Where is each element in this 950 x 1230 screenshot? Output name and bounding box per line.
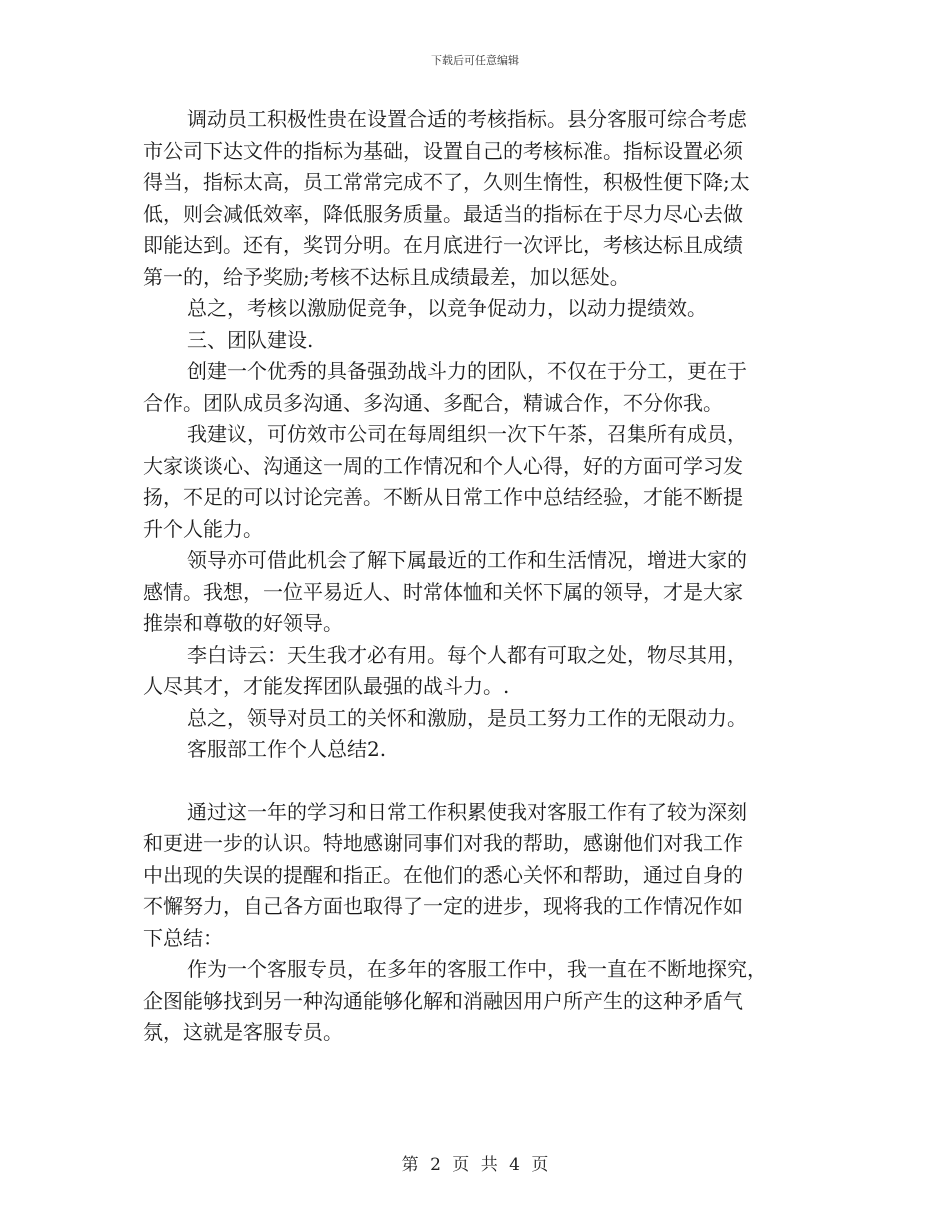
paragraph [143, 104, 823, 293]
text-line: 推崇和尊敬的好领导。 [143, 611, 343, 635]
paragraph [143, 356, 823, 419]
text-line: 通过这一年的学习和日常工作积累使我对客服工作有了较为深刻 [187, 799, 747, 824]
text-line: 作为一个客服专员，在多年的客服工作中，我一直在不断地探究， [187, 957, 767, 981]
paragraph [143, 545, 823, 640]
text-line: 低，则会减低效率，降低服务质量。最适当的指标在于尽力尽心去做 [143, 201, 743, 226]
paragraph [143, 703, 823, 735]
text-line: 李白诗云：天生我才必有用。每个人都有可取之处，物尽其用， [187, 642, 747, 667]
text-line: 我建议，可仿效市公司在每周组织一次下午茶，召集所有成员， [187, 422, 747, 446]
text-line: 升个人能力。 [143, 516, 263, 541]
paragraph [143, 954, 823, 1049]
text-line: 合作。团队成员多沟通、多沟通、多配合，精诚合作，不分你我。 [143, 390, 723, 415]
paragraph [143, 293, 823, 325]
section-heading [143, 325, 823, 357]
text-line: 和更进一步的认识。特地感谢同事们对我的帮助，感谢他们对我工作 [143, 831, 743, 855]
heading-text: 客服部工作个人总结2. [187, 737, 387, 761]
text-line: 创建一个优秀的具备强劲战斗力的团队，不仅在于分工，更在于 [187, 359, 747, 383]
text-line: 大家谈谈心、沟通这一周的工作情况和个人心得，好的方面可学习发 [143, 453, 743, 478]
text-line: 得当，指标太高，员工常常完成不了，久则生惰性，积极性便下降;太 [143, 170, 750, 194]
text-line: 中出现的失误的提醒和指正。在他们的悉心关怀和帮助，通过自身的 [143, 862, 743, 887]
text-line: 第一的，给予奖励;考核不达标且成绩最差，加以惩处。 [143, 264, 630, 289]
text-line: 即能达到。还有，奖罚分明。在月底进行一次评比，考核达标且成绩 [143, 233, 743, 257]
text-line: 扬，不足的可以讨论完善。不断从日常工作中总结经验，才能不断提 [143, 485, 743, 509]
document-body [143, 104, 823, 1049]
text-line: 市公司下达文件的指标为基础，设置自己的考核标准。指标设置必须 [143, 138, 743, 163]
text-line: 氛，这就是客服专员。 [143, 1020, 343, 1044]
text-line: 总之，考核以激励促竞争，以竞争促动力，以动力提绩效。 [187, 296, 707, 320]
text-line: 总之，领导对员工的关怀和激励，是员工努力工作的无限动力。 [187, 705, 747, 730]
text-line: 企图能够找到另一种沟通能够化解和消融因用户所产生的这种矛盾气 [143, 988, 743, 1013]
section-heading [143, 734, 823, 766]
heading-text: 三、团队建设. [187, 327, 314, 352]
blank-line [143, 766, 823, 797]
text-line: 领导亦可借此机会了解下属最近的工作和生活情况，增进大家的 [187, 548, 747, 572]
paragraph [143, 419, 823, 545]
paragraph [143, 640, 823, 703]
page-number-footer: 第 2 页 共 4 页 [401, 1155, 549, 1175]
text-line: 感情。我想，一位平易近人、时常体恤和关怀下属的领导，才是大家 [143, 579, 743, 604]
text-line: 下总结： [143, 925, 223, 950]
paragraph [143, 797, 823, 955]
page-header: 下载后可任意编辑 [431, 54, 519, 67]
text-line: 不懈努力，自己各方面也取得了一定的进步，现将我的工作情况作如 [143, 894, 743, 918]
text-line: 调动员工积极性贵在设置合适的考核指标。县分客服可综合考虑 [187, 107, 747, 131]
text-line: 人尽其才，才能发挥团队最强的战斗力。. [143, 674, 510, 698]
